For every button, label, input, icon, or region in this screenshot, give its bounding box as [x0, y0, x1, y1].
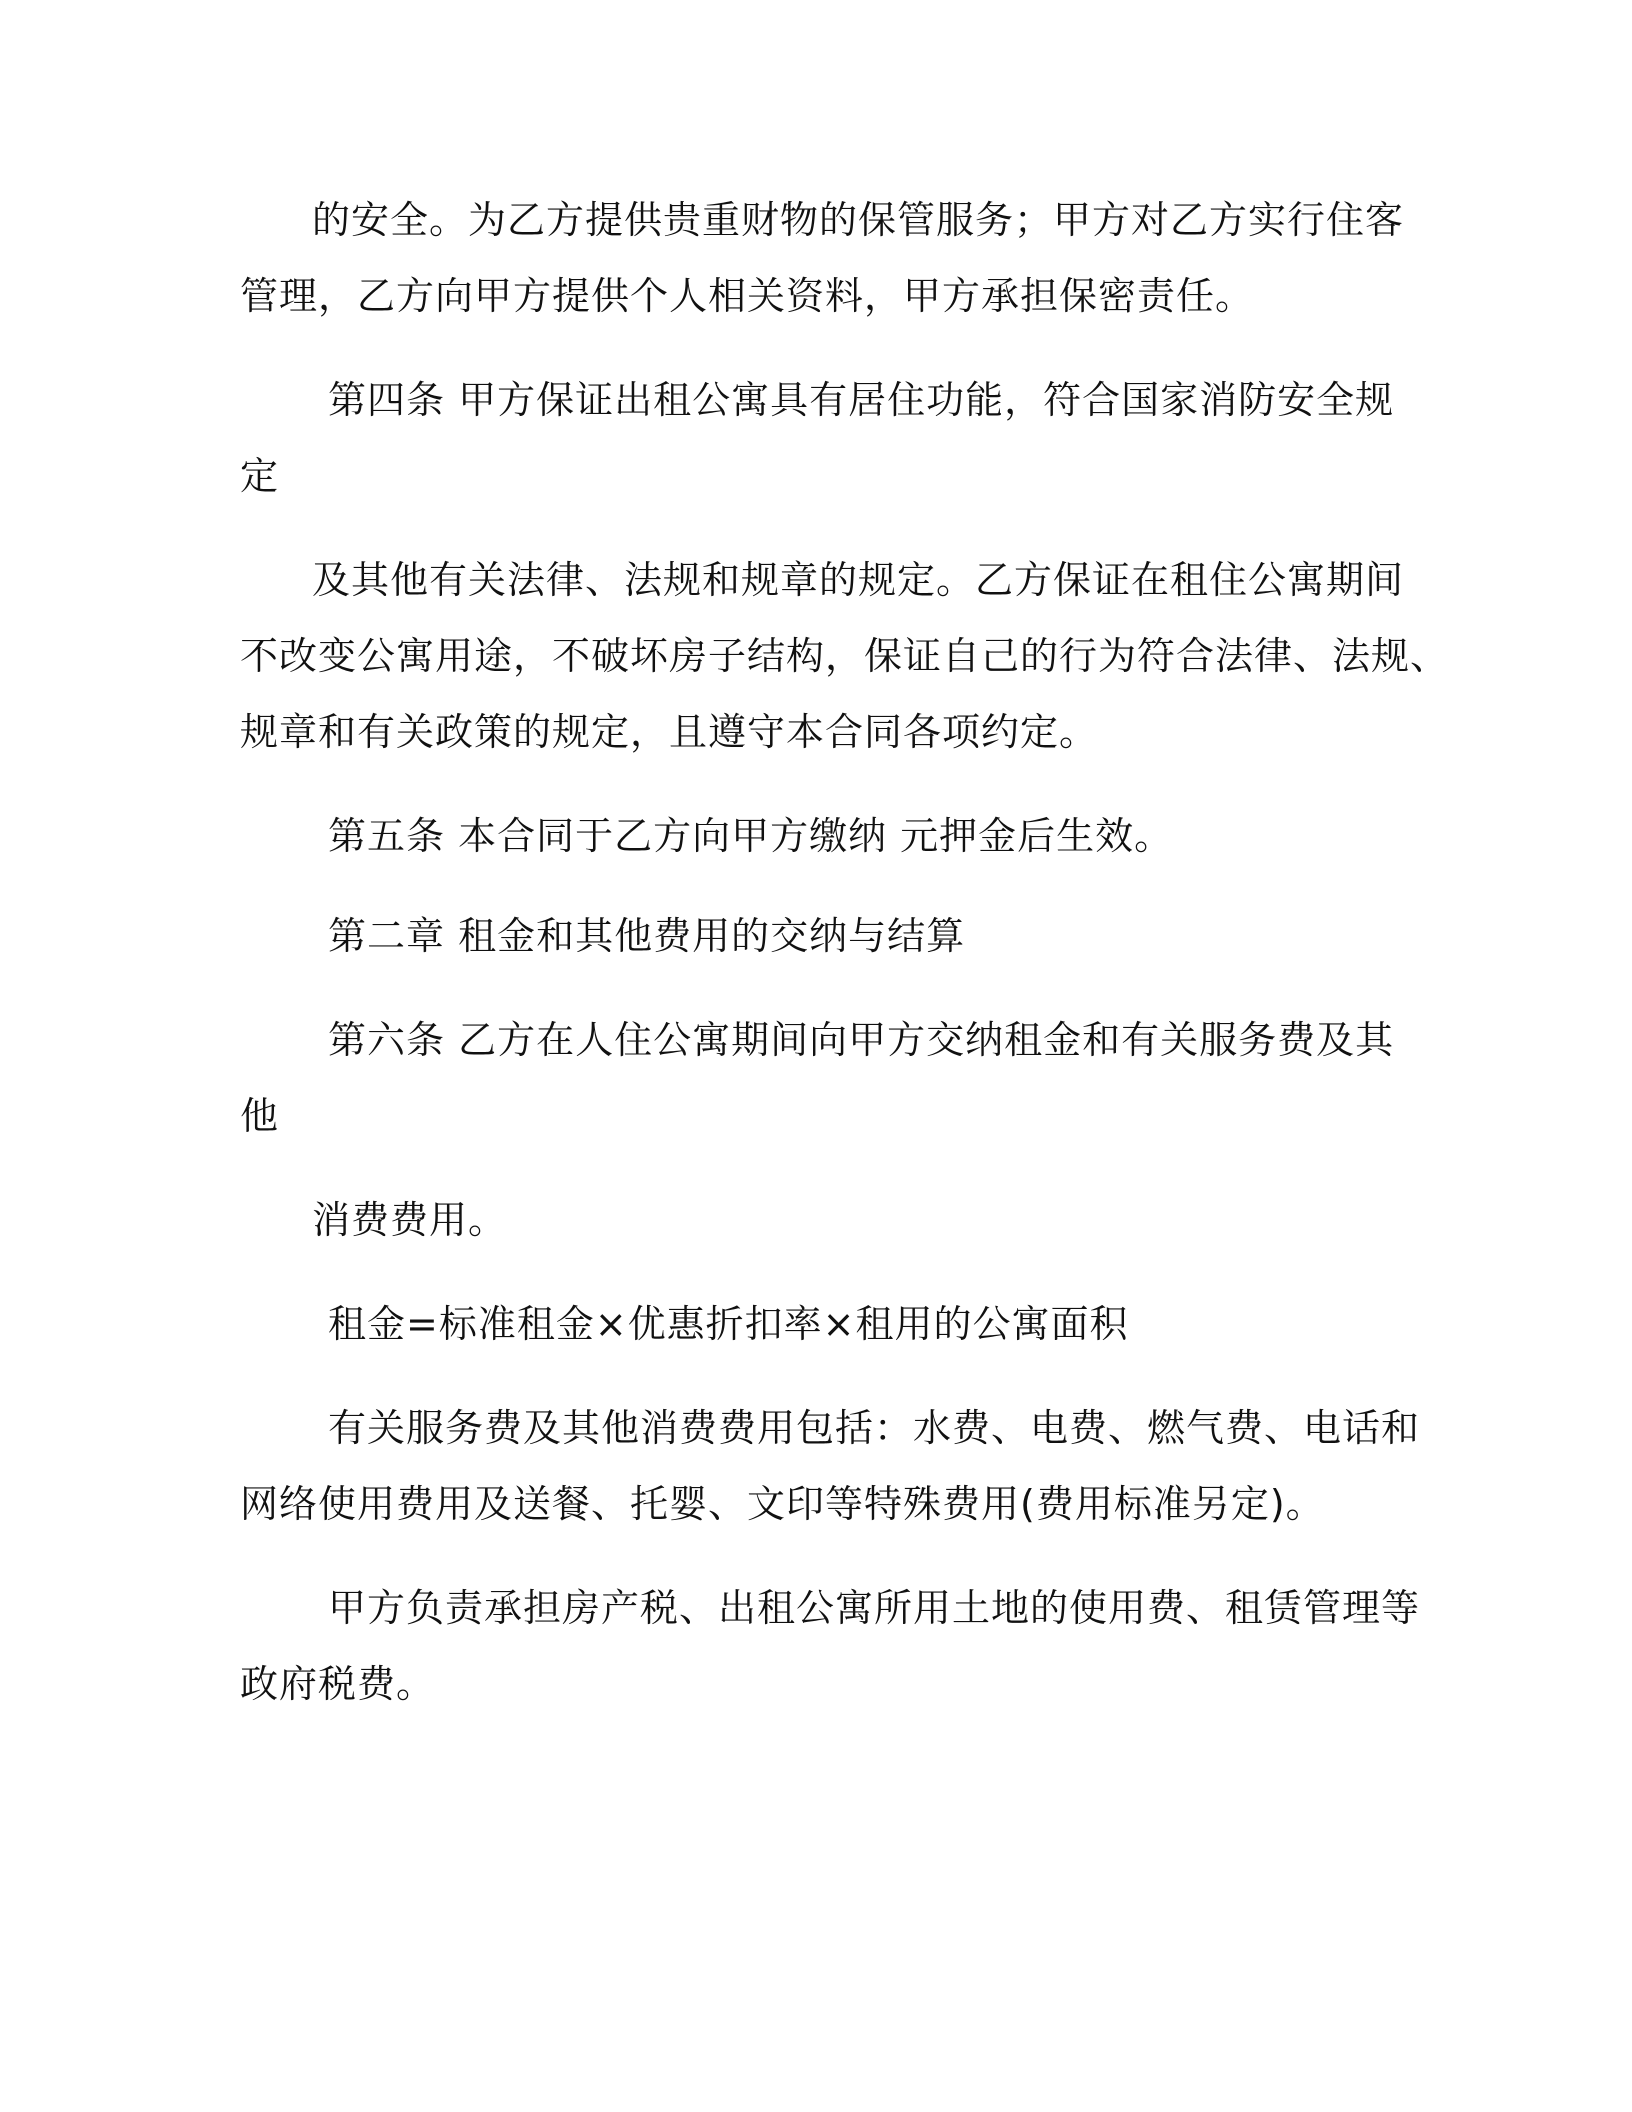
text-line: 定 [240, 454, 280, 498]
text-line: 第五条 本合同于乙方向甲方缴纳 元押金后生效。 [328, 814, 1174, 858]
text-line: 租金=标准租金×优惠折扣率×租用的公寓面积 [328, 1302, 1129, 1346]
text-line: 及其他有关法律、法规和规章的规定。乙方保证在租住公寓期间 [312, 558, 1405, 602]
text-line: 规章和有关政策的规定，且遵守本合同各项约定。 [240, 710, 1099, 754]
text-line: 不改变公寓用途，不破坏房子结构，保证自己的行为符合法律、法规、 [240, 634, 1450, 678]
text-line: 第四条 甲方保证出租公寓具有居住功能，符合国家消防安全规 [328, 378, 1395, 422]
text-line: 第六条 乙方在人住公寓期间向甲方交纳租金和有关服务费及其 [328, 1018, 1395, 1062]
text-line: 甲方负责承担房产税、出租公寓所用土地的使用费、租赁管理等 [328, 1586, 1421, 1630]
text-line: 网络使用费用及送餐、托婴、文印等特殊费用(费用标准另定)。 [240, 1482, 1325, 1526]
text-line: 管理，乙方向甲方提供个人相关资料，甲方承担保密责任。 [240, 274, 1255, 318]
text-line: 政府税费。 [240, 1662, 436, 1706]
text-line: 的安全。为乙方提供贵重财物的保管服务；甲方对乙方实行住客 [312, 198, 1405, 242]
text-line: 消费费用。 [312, 1198, 508, 1242]
text-line: 他 [240, 1094, 280, 1138]
chapter-heading: 第二章 租金和其他费用的交纳与结算 [328, 914, 966, 958]
text-line: 有关服务费及其他消费费用包括：水费、电费、燃气费、电话和 [328, 1406, 1421, 1450]
